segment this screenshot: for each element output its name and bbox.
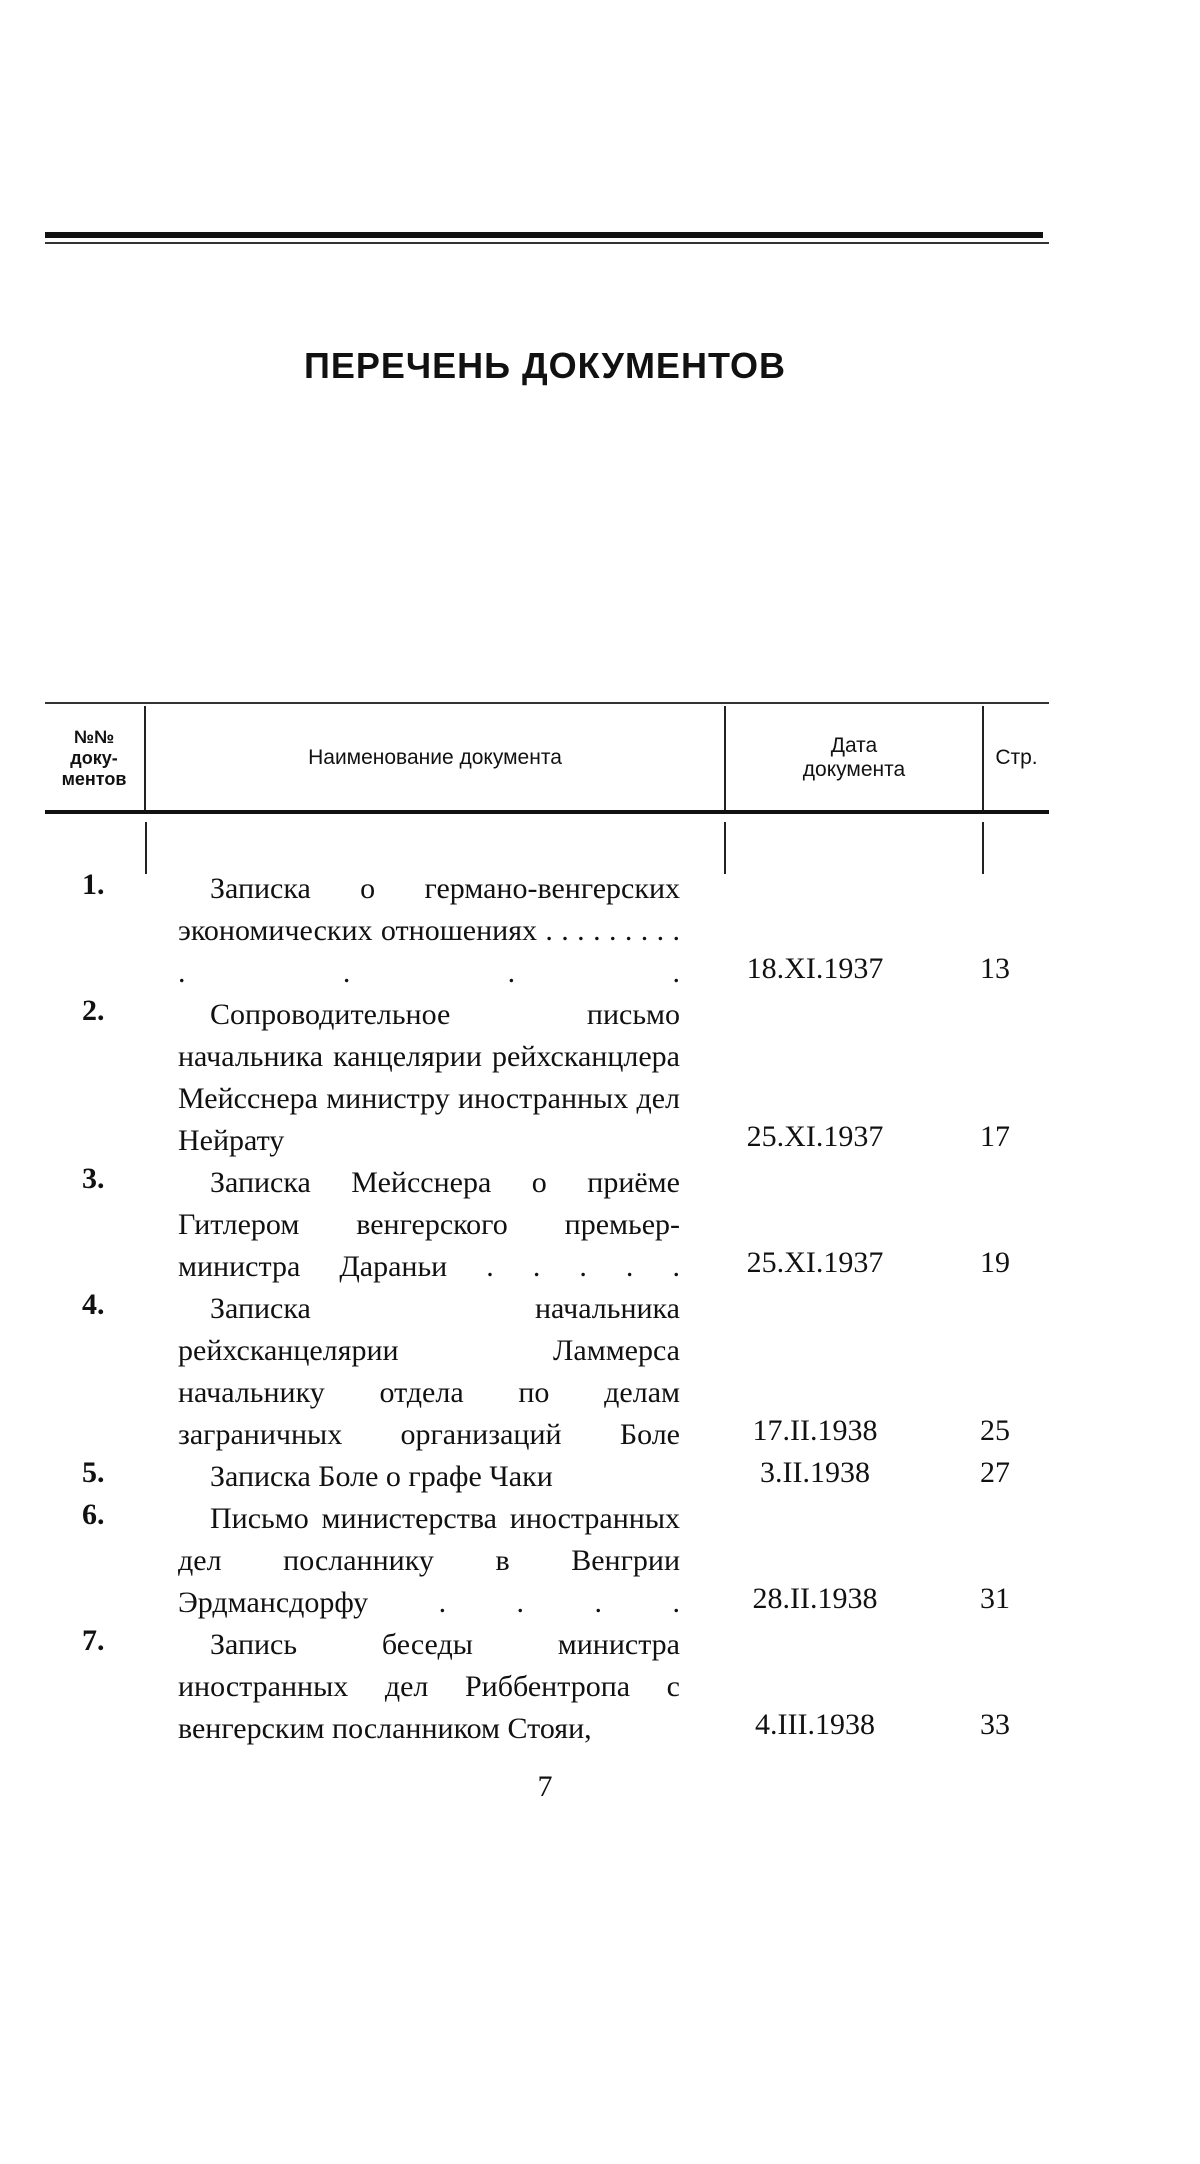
row-date: 25.XI.1937 xyxy=(746,1246,884,1279)
row-name: Записка Мейсснера о приёме Гитлером венгерского премьер-министра Дараньи . . . . . xyxy=(178,1166,680,1283)
page-title: ПЕРЕЧЕНЬ ДОКУМЕНТОВ xyxy=(303,345,787,386)
top-rule-thick xyxy=(45,232,1043,238)
row-number: 4. xyxy=(82,1288,105,1321)
row-page: 13 xyxy=(980,952,1010,985)
row-name: Письмо министерства иностранных дел посланнику в Венгрии Эрдмансдорфу . . . . xyxy=(178,1502,680,1619)
column-tick-2 xyxy=(724,822,726,874)
row-name: Запись беседы министра иностранных дел Риббентропа с венгерским посланником Стояи, xyxy=(178,1628,680,1745)
table-header xyxy=(45,702,1049,814)
header-number: №№ доку- ментов xyxy=(61,726,127,789)
row-date: 18.XI.1937 xyxy=(746,952,884,985)
row-name: Сопроводительное письмо начальника канцелярии рейхсканцлера Мейсснера министру иностранных дел Нейрату xyxy=(178,998,680,1157)
row-page: 25 xyxy=(980,1414,1010,1447)
row-number: 5. xyxy=(82,1456,105,1489)
row-number: 2. xyxy=(82,994,105,1027)
row-number: 3. xyxy=(82,1162,105,1195)
top-rule-thin xyxy=(45,242,1049,244)
row-date: 4.III.1938 xyxy=(755,1708,875,1741)
row-name: Записка Боле о графе Чаки xyxy=(210,1460,553,1493)
row-date: 25.XI.1937 xyxy=(746,1120,884,1153)
header-rule-bottom xyxy=(45,810,1049,814)
header-page: Стр. xyxy=(995,746,1038,769)
row-page: 33 xyxy=(980,1708,1010,1741)
row-date: 28.II.1938 xyxy=(752,1582,878,1615)
column-tick-1 xyxy=(145,822,147,874)
row-name: Записка начальника рейхсканцелярии Ламмерса начальнику отдела по делам заграничных организаций Боле xyxy=(178,1292,680,1451)
row-name: Записка о германо-венгерских экономических отношениях . . . . . . . . . . . . . xyxy=(178,872,680,989)
row-number: 1. xyxy=(82,868,105,901)
row-date: 3.II.1938 xyxy=(760,1456,870,1489)
row-page: 17 xyxy=(980,1120,1010,1153)
row-date: 17.II.1938 xyxy=(752,1414,878,1447)
header-name: Наименование документа xyxy=(308,746,562,769)
column-tick-3 xyxy=(982,822,984,874)
top-rule xyxy=(45,232,1043,244)
header-date: Дата документа xyxy=(802,734,906,781)
header-rule-top xyxy=(45,702,1049,704)
row-number: 7. xyxy=(82,1624,105,1657)
page-number: 7 xyxy=(537,1770,553,1803)
row-page: 27 xyxy=(980,1456,1010,1489)
row-number: 6. xyxy=(82,1498,105,1531)
row-page: 19 xyxy=(980,1246,1010,1279)
row-page: 31 xyxy=(980,1582,1010,1615)
